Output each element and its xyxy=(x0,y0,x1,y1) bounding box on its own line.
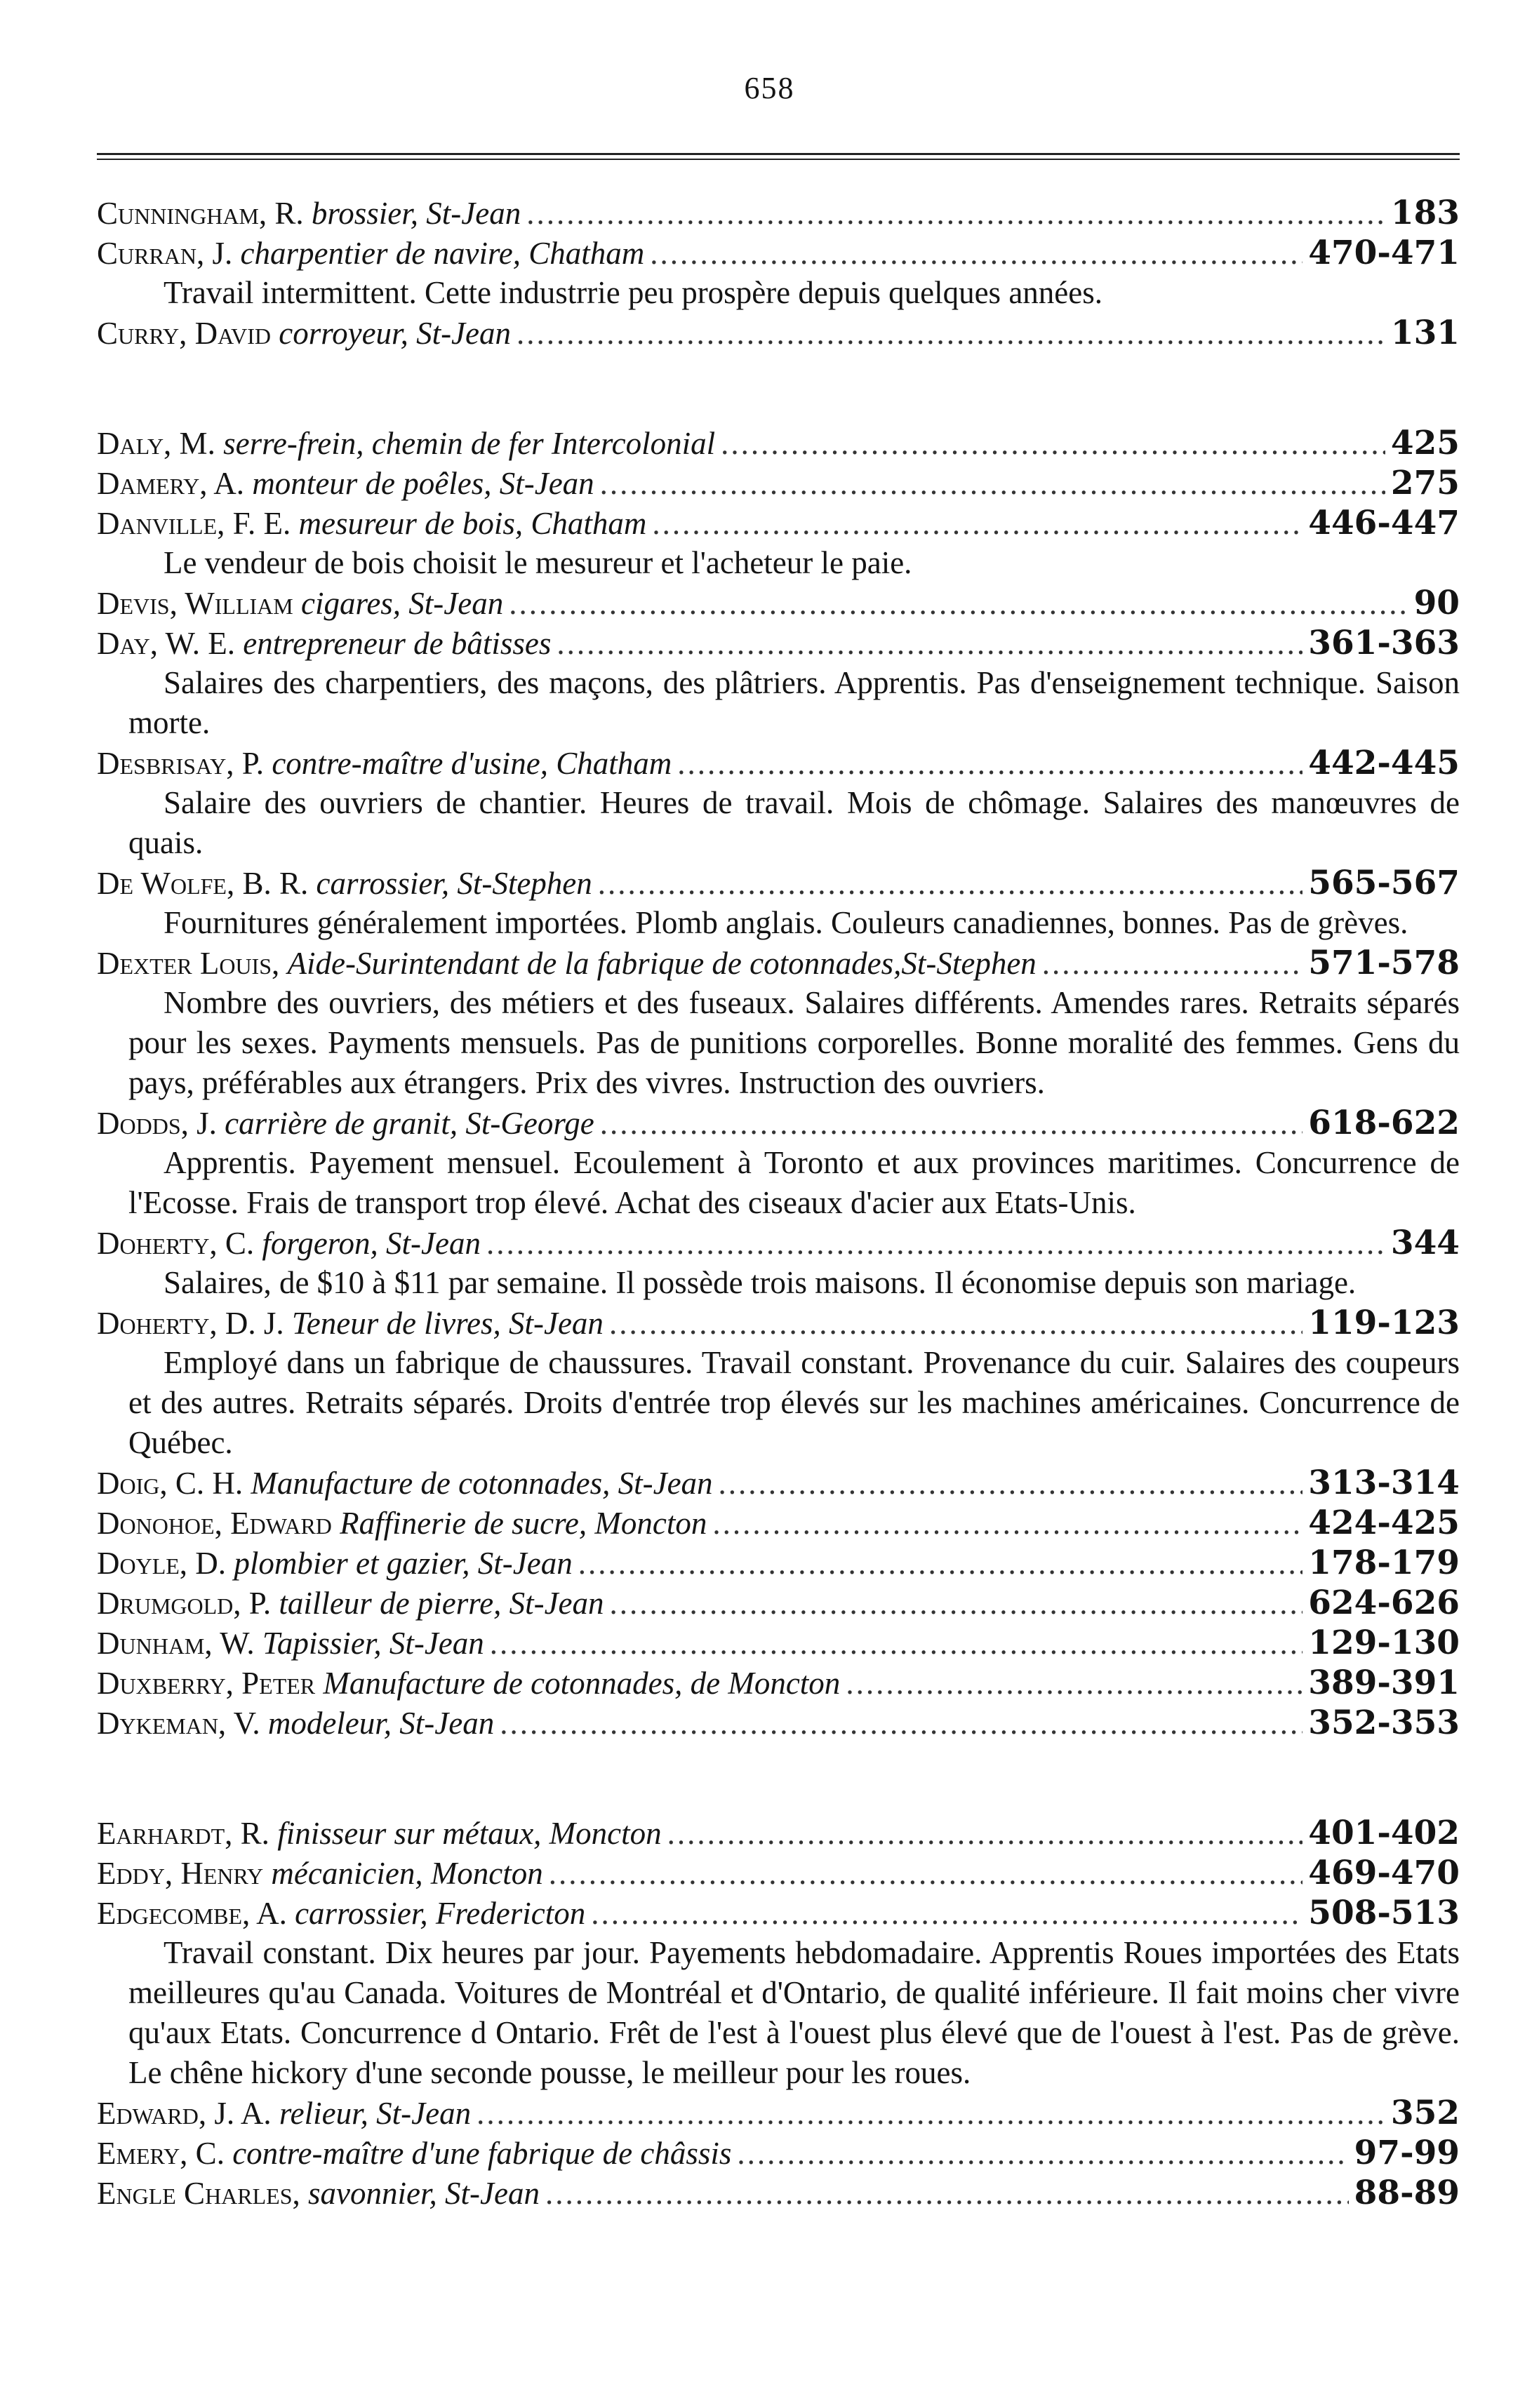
name-trade-separator xyxy=(308,864,316,904)
entry-description: Salaires des charpentiers, des maçons, des plâtriers. Apprentis. Pas d'enseignement technique. Saison morte. xyxy=(128,665,1460,740)
index-entry xyxy=(97,1623,1460,1663)
index-entry xyxy=(97,1813,1460,1853)
entry-trade: corroyeur, St-Jean xyxy=(279,316,511,351)
entry-name: Engle Charles, xyxy=(97,2176,300,2211)
index-entry xyxy=(97,193,1460,233)
entry-trade: cigares, St-Jean xyxy=(301,586,504,621)
dot-leader xyxy=(557,624,1303,664)
entry-line xyxy=(97,503,1460,543)
entry-pages: 571-578 xyxy=(1308,944,1460,982)
dot-leader xyxy=(600,464,1385,504)
index-entry xyxy=(97,1703,1460,1743)
entry-name: Drumgold, P. xyxy=(97,1586,272,1621)
entry-trade: monteur de poêles, St-Jean xyxy=(252,466,594,501)
index-entry xyxy=(97,1503,1460,1543)
index-entry xyxy=(97,583,1460,623)
entry-pages: 442-445 xyxy=(1308,744,1460,782)
entry-pages: 352-353 xyxy=(1308,1704,1460,1742)
entry-pages: 97-99 xyxy=(1354,2134,1460,2172)
entry-pages: 178-179 xyxy=(1308,1544,1460,1582)
entry-pages: 508-513 xyxy=(1308,1894,1460,1932)
name-trade-separator xyxy=(272,2094,279,2134)
dot-leader xyxy=(545,2174,1349,2214)
entry-line xyxy=(97,2133,1460,2173)
entry-trade: carrossier, St-Stephen xyxy=(316,866,592,901)
entry-description: Le vendeur de bois choisit le mesureur et l'acheteur le paie. xyxy=(164,545,912,580)
entry-name: Donohoe, Edward xyxy=(97,1506,332,1541)
entry-line xyxy=(97,313,1460,353)
entry-pages: 446-447 xyxy=(1308,504,1460,542)
index-entry xyxy=(97,743,1460,863)
entry-name: Doyle, D. xyxy=(97,1546,227,1581)
section-gap xyxy=(97,1743,1460,1813)
index-entry xyxy=(97,233,1460,313)
dot-leader xyxy=(549,1854,1303,1894)
entry-line xyxy=(97,1583,1460,1623)
index-entry xyxy=(97,423,1460,463)
entry-pages: 469-470 xyxy=(1308,1854,1460,1892)
entry-line xyxy=(97,1893,1460,1933)
name-trade-separator xyxy=(291,504,298,544)
entry-pages: 90 xyxy=(1413,584,1460,622)
entry-trade: brossier, St-Jean xyxy=(311,196,521,231)
dot-leader xyxy=(721,424,1385,464)
entry-description: Employé dans un fabrique de chaussures. Travail constant. Provenance du cuir. Salaires des coupeurs et des autres. Retraits séparés. Droits d'entrée trop élevés sur les machines américaines. Concurrence de Québec. xyxy=(128,1345,1460,1460)
name-trade-separator xyxy=(232,234,240,274)
name-trade-separator xyxy=(244,464,252,504)
entry-line xyxy=(97,943,1460,983)
entry-name: Dexter Louis, xyxy=(97,946,280,981)
entry-pages: 624-626 xyxy=(1308,1584,1460,1622)
name-trade-separator xyxy=(271,314,279,354)
entry-line xyxy=(97,743,1460,783)
index-entry xyxy=(97,1893,1460,2093)
entry-trade: mécanicien, Moncton xyxy=(271,1856,543,1891)
dot-leader xyxy=(712,1504,1303,1544)
name-trade-separator xyxy=(235,624,243,664)
entry-trade: Manufacture de cotonnades, de Moncton xyxy=(323,1666,841,1701)
dot-leader xyxy=(677,744,1303,784)
entry-line xyxy=(97,1703,1460,1743)
entry-name: Devis, William xyxy=(97,586,293,621)
entry-pages: 425 xyxy=(1390,424,1460,462)
entry-line xyxy=(97,1663,1460,1703)
entry-name: Curran, J. xyxy=(97,236,233,271)
entry-trade: Manufacture de cotonnades, St-Jean xyxy=(251,1466,713,1501)
entry-name: Emery, C. xyxy=(97,2136,225,2171)
entry-line xyxy=(97,1813,1460,1853)
entry-line xyxy=(97,1623,1460,1663)
entry-name: Doherty, C. xyxy=(97,1226,255,1261)
name-trade-separator xyxy=(243,1464,251,1504)
entry-pages: 275 xyxy=(1390,464,1460,502)
entry-line xyxy=(97,2173,1460,2213)
name-trade-separator xyxy=(264,744,272,784)
dot-leader xyxy=(526,194,1385,234)
entry-pages: 424-425 xyxy=(1308,1504,1460,1542)
dot-leader xyxy=(490,1624,1303,1664)
name-trade-separator xyxy=(332,1504,340,1544)
header-rule-bottom xyxy=(97,159,1460,160)
entry-trade: Tapissier, St-Jean xyxy=(262,1626,484,1661)
entry-line xyxy=(97,2093,1460,2133)
header-rule-top xyxy=(97,153,1460,155)
entry-line xyxy=(97,193,1460,233)
dot-leader xyxy=(477,2094,1385,2134)
name-trade-separator xyxy=(255,1624,262,1664)
index-entries xyxy=(97,193,1460,2213)
entry-trade: serre-frein, chemin de fer Intercolonial xyxy=(223,426,716,461)
entry-pages: 352 xyxy=(1390,2094,1460,2132)
index-entry xyxy=(97,1663,1460,1703)
entry-trade: mesureur de bois, Chatham xyxy=(298,506,647,541)
name-trade-separator xyxy=(269,1814,277,1854)
name-trade-separator xyxy=(284,1304,292,1344)
index-entry xyxy=(97,863,1460,943)
index-entry xyxy=(97,313,1460,353)
entry-name: Edward, J. A. xyxy=(97,2096,272,2131)
entry-name: Duxberry, Peter xyxy=(97,1666,316,1701)
index-entry xyxy=(97,1583,1460,1623)
dot-leader xyxy=(509,584,1408,624)
entry-name: Doig, C. H. xyxy=(97,1466,244,1501)
name-trade-separator xyxy=(260,1704,268,1744)
entry-line xyxy=(97,463,1460,503)
dot-leader xyxy=(609,1304,1303,1344)
name-trade-separator xyxy=(287,1894,295,1934)
dot-leader xyxy=(517,314,1385,354)
entry-trade: carrière de granit, St-George xyxy=(225,1106,594,1141)
entry-line xyxy=(97,233,1460,273)
entry-trade: Raffinerie de sucre, Moncton xyxy=(340,1506,707,1541)
entry-name: Edgecombe, A. xyxy=(97,1896,287,1931)
entry-description: Apprentis. Payement mensuel. Ecoulement à Toronto et aux provinces maritimes. Concurrence de l'Ecosse. Frais de transport trop élevé. Achat des ciseaux d'acier aux Etats-Unis. xyxy=(128,1145,1460,1220)
entry-pages: 618-622 xyxy=(1308,1104,1460,1142)
index-entry xyxy=(97,1853,1460,1893)
entry-pages: 131 xyxy=(1390,314,1460,352)
entry-name: Curry, David xyxy=(97,316,272,351)
entry-description: Travail intermittent. Cette industrrie peu prospère depuis quelques années. xyxy=(164,275,1103,310)
dot-leader xyxy=(652,504,1303,544)
entry-line xyxy=(97,583,1460,623)
entry-trade: contre-maître d'une fabrique de châssis xyxy=(232,2136,732,2171)
entry-pages: 88-89 xyxy=(1354,2174,1460,2212)
name-trade-separator xyxy=(225,2134,232,2174)
entry-pages: 129-130 xyxy=(1308,1624,1460,1662)
entry-trade: tailleur de pierre, St-Jean xyxy=(279,1586,604,1621)
dot-leader xyxy=(667,1814,1303,1854)
name-trade-separator xyxy=(217,1104,225,1144)
entry-trade: savonnier, St-Jean xyxy=(308,2176,540,2211)
entry-trade: Teneur de livres, St-Jean xyxy=(291,1306,604,1341)
name-trade-separator xyxy=(215,424,223,464)
entry-trade: plombier et gazier, St-Jean xyxy=(234,1546,573,1581)
entry-trade: charpentier de navire, Chatham xyxy=(240,236,645,271)
index-entry xyxy=(97,943,1460,1103)
name-trade-separator xyxy=(271,1584,279,1624)
entry-name: Dodds, J. xyxy=(97,1106,217,1141)
dot-leader xyxy=(600,1104,1303,1144)
entry-line xyxy=(97,1463,1460,1503)
entry-name: Danville, F. E. xyxy=(97,506,291,541)
entry-pages: 119-123 xyxy=(1308,1304,1460,1342)
name-trade-separator xyxy=(254,1224,262,1264)
entry-trade: finisseur sur métaux, Moncton xyxy=(277,1816,662,1851)
name-trade-separator xyxy=(293,584,301,624)
dot-leader xyxy=(598,864,1303,904)
letter-section xyxy=(97,423,1460,1743)
entry-line xyxy=(97,1103,1460,1143)
entry-name: Dunham, W. xyxy=(97,1626,255,1661)
name-trade-separator xyxy=(226,1544,234,1584)
entry-pages: 361-363 xyxy=(1308,624,1460,662)
entry-name: De Wolfe, B. R. xyxy=(97,866,309,901)
name-trade-separator xyxy=(279,944,287,984)
section-gap xyxy=(97,353,1460,423)
entry-pages: 313-314 xyxy=(1308,1464,1460,1502)
entry-line xyxy=(97,863,1460,903)
entry-description: Salaire des ouvriers de chantier. Heures de travail. Mois de chômage. Salaires des manœuvres de quais. xyxy=(128,785,1460,860)
entry-line xyxy=(97,1303,1460,1343)
dot-leader xyxy=(846,1664,1303,1704)
entry-name: Dykeman, V. xyxy=(97,1706,260,1741)
entry-line xyxy=(97,1503,1460,1543)
index-entry xyxy=(97,2093,1460,2133)
index-entry xyxy=(97,463,1460,503)
entry-pages: 470-471 xyxy=(1308,234,1460,272)
index-entry xyxy=(97,1223,1460,1303)
dot-leader xyxy=(578,1544,1303,1584)
name-trade-separator xyxy=(300,2174,308,2214)
entry-line xyxy=(97,1543,1460,1583)
entry-name: Earhardt, R. xyxy=(97,1816,269,1851)
entry-description: Nombre des ouvriers, des métiers et des fuseaux. Salaires différents. Amendes rares. Retraits séparés pour les sexes. Payments mensuels. Pas de punitions corporelles. Bonne moralité des femmes. Gens du pays, préférables aux étrangers. Prix des vivres. Instruction des ouvriers. xyxy=(128,985,1460,1100)
page-number: 658 xyxy=(744,71,795,105)
entry-trade: carrossier, Fredericton xyxy=(295,1896,586,1931)
dot-leader xyxy=(591,1894,1303,1934)
dot-leader xyxy=(650,234,1303,274)
dot-leader xyxy=(737,2134,1348,2174)
entry-line xyxy=(97,623,1460,663)
entry-trade: modeleur, St-Jean xyxy=(267,1706,495,1741)
index-entry xyxy=(97,623,1460,743)
entry-trade: entrepreneur de bâtisses xyxy=(243,626,552,661)
entry-description: Fournitures généralement importées. Plomb anglais. Couleurs canadiennes, bonnes. Pas de grèves. xyxy=(164,905,1408,940)
entry-pages: 401-402 xyxy=(1308,1814,1460,1852)
dot-leader xyxy=(610,1584,1303,1624)
entry-name: Desbrisay, P. xyxy=(97,746,265,781)
index-entry xyxy=(97,2133,1460,2173)
dot-leader xyxy=(500,1704,1303,1744)
entry-line xyxy=(97,1853,1460,1893)
index-entry xyxy=(97,1463,1460,1503)
index-entry xyxy=(97,2173,1460,2213)
entry-name: Daly, M. xyxy=(97,426,215,461)
dot-leader xyxy=(719,1464,1303,1504)
index-entry xyxy=(97,1103,1460,1223)
entry-line xyxy=(97,1223,1460,1263)
entry-description: Salaires, de $10 à $11 par semaine. Il possède trois maisons. Il économise depuis son mariage. xyxy=(164,1265,1357,1300)
entry-pages: 344 xyxy=(1390,1224,1460,1262)
entry-trade: forgeron, St-Jean xyxy=(262,1226,481,1261)
entry-name: Day, W. E. xyxy=(97,626,236,661)
index-entry xyxy=(97,1303,1460,1463)
entry-line xyxy=(97,423,1460,463)
letter-section xyxy=(97,193,1460,353)
entry-description: Travail constant. Dix heures par jour. Payements hebdomadaire. Apprentis Roues importées des Etats meilleures qu'au Canada. Voitures de Montréal et d'Ontario, de qualité inférieure. Il fait moins cher vivre qu'aux Etats. Concurrence d Ontario. Frêt de l'est à l'ouest plus élevé que de l'ouest à l'est. Pas de grève. Le chêne hickory d'une seconde pousse, le meilleur pour les roues. xyxy=(128,1935,1460,2090)
entry-trade: contre-maître d'usine, Chatham xyxy=(272,746,672,781)
entry-pages: 389-391 xyxy=(1308,1664,1460,1702)
entry-pages: 183 xyxy=(1390,194,1460,232)
entry-name: Eddy, Henry xyxy=(97,1856,264,1891)
letter-section xyxy=(97,1813,1460,2213)
entry-name: Doherty, D. J. xyxy=(97,1306,284,1341)
entry-trade: Aide-Surintendant de la fabrique de cotonnades,St-Stephen xyxy=(287,946,1037,981)
entry-trade: relieur, St-Jean xyxy=(279,2096,472,2131)
name-trade-separator xyxy=(304,194,312,234)
index-entry xyxy=(97,503,1460,583)
entry-name: Cunningham, R. xyxy=(97,196,304,231)
dot-leader xyxy=(486,1224,1385,1264)
name-trade-separator xyxy=(315,1664,323,1704)
entry-pages: 565-567 xyxy=(1308,864,1460,902)
entry-name: Damery, A. xyxy=(97,466,245,501)
name-trade-separator xyxy=(263,1854,271,1894)
index-entry xyxy=(97,1543,1460,1583)
dot-leader xyxy=(1042,944,1303,984)
